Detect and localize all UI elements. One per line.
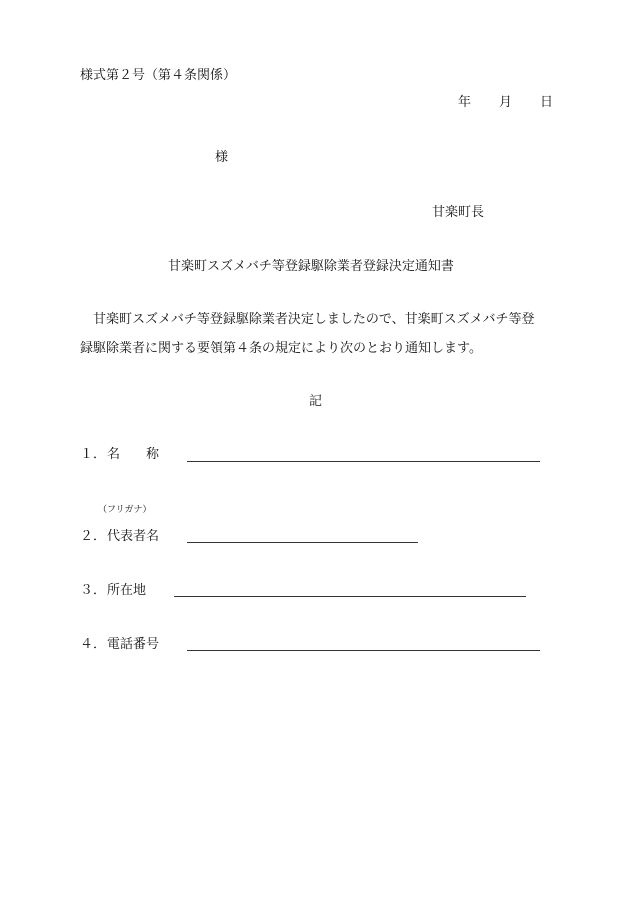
field-2-underline[interactable] (187, 542, 418, 543)
form-number: 様式第２号（第４条関係） (80, 68, 237, 83)
field-1-label: 名 称 (107, 447, 160, 462)
field-2-number: ２． (80, 529, 107, 544)
date-month-label: 月 (499, 95, 513, 110)
date-year-label: 年 (458, 95, 472, 110)
field-3-label: 所在地 (107, 583, 147, 598)
body-line-1: 甘楽町スズメバチ等登録駆除業者決定しましたので、甘楽町スズメバチ等登 (93, 312, 535, 327)
date-day-label: 日 (540, 95, 554, 110)
field-3-number: ３． (80, 583, 107, 598)
field-2-furigana: （フリガナ） (98, 505, 152, 515)
field-4-number: ４． (80, 637, 107, 652)
field-2-label: 代表者名 (107, 529, 160, 544)
ki-heading: 記 (309, 394, 323, 409)
issuer-name: 甘楽町長 (432, 205, 485, 220)
body-paragraph (80, 305, 562, 363)
field-4-label: 電話番号 (107, 637, 160, 652)
document-title: 甘楽町スズメバチ等登録駆除業者登録決定通知書 (168, 259, 454, 274)
field-1-number: １． (80, 447, 107, 462)
body-line-2: 録駆除業者に関する要領第４条の規定により次のとおり通知します。 (80, 341, 482, 356)
field-1-underline[interactable] (187, 461, 540, 462)
field-3-underline[interactable] (174, 596, 526, 597)
field-4-underline[interactable] (187, 650, 540, 651)
addressee-honorific: 様 (215, 150, 229, 165)
